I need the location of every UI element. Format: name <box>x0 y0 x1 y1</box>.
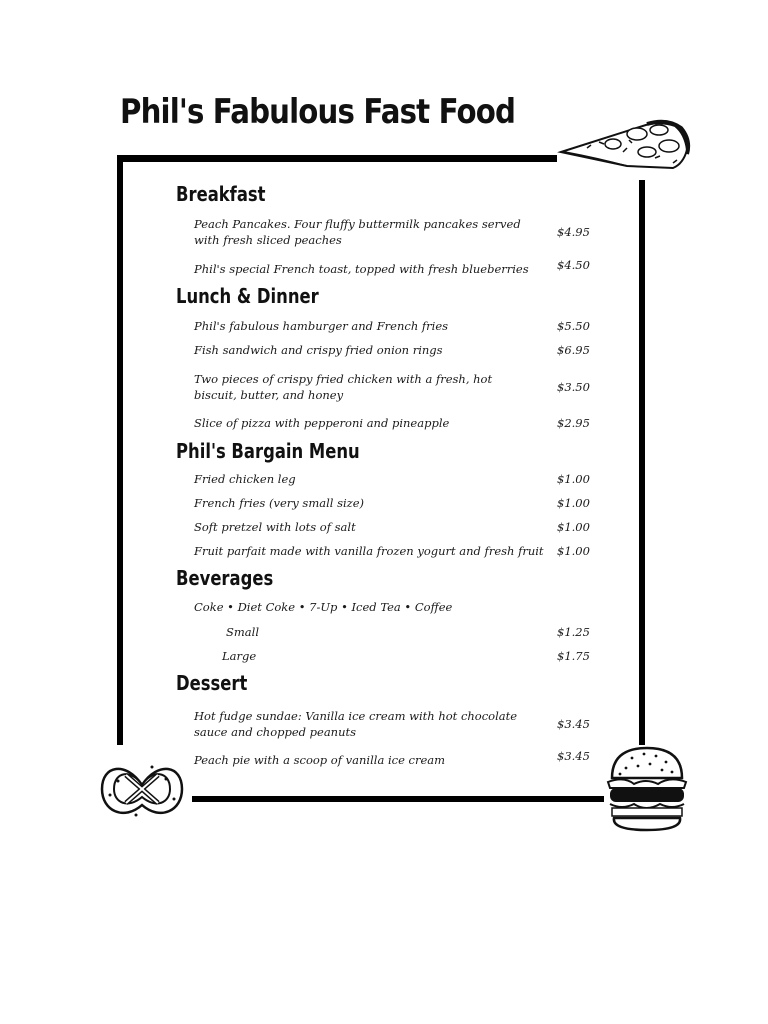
menu-item: Phil's special French toast, topped with fresh blueberries <box>194 262 529 276</box>
menu-item: Small <box>226 625 259 639</box>
menu-item: Peach Pancakes. Four fluffy buttermilk pancakes served with fresh sliced peaches <box>194 217 521 247</box>
menu-item-price: $1.00 <box>557 544 590 558</box>
frame-left-bar <box>117 155 123 745</box>
menu-item: French fries (very small size) <box>194 496 365 510</box>
menu-item: Hot fudge sundae: Vanilla ice cream with hot chocolate sauce and chopped peanuts <box>194 709 518 739</box>
menu-item: Two pieces of crispy fried chicken with a fresh, hot biscuit, butter, and honey <box>194 372 493 402</box>
hamburger-icon <box>604 742 690 836</box>
menu-item: Fish sandwich and crispy fried onion rings <box>194 343 443 357</box>
menu-item-price: $1.00 <box>557 472 590 486</box>
menu-item-price: $6.95 <box>557 343 590 357</box>
menu-item: Slice of pizza with pepperoni and pineapple <box>194 416 450 430</box>
menu-item-price: $1.25 <box>557 625 590 639</box>
pretzel-icon <box>96 755 188 827</box>
menu-item: Peach pie with a scoop of vanilla ice cream <box>194 753 446 767</box>
page-title: Phil's Fabulous Fast Food <box>120 92 516 132</box>
menu-item-price: $4.50 <box>557 258 590 272</box>
section-title-beverages: Beverages <box>176 566 274 590</box>
frame-right-bar <box>639 180 645 745</box>
menu-item-price: $1.00 <box>557 496 590 510</box>
menu-item-price: $3.45 <box>557 717 590 731</box>
menu-item-price: $1.00 <box>557 520 590 534</box>
menu-item-price: $1.75 <box>557 649 590 663</box>
menu-item: Large <box>222 649 257 663</box>
menu-item-price: $5.50 <box>557 319 590 333</box>
frame-bottom-bar <box>192 796 604 802</box>
section-title-dessert: Dessert <box>176 671 248 695</box>
section-title-lunch-dinner: Lunch & Dinner <box>176 284 319 308</box>
menu-item-price: $2.95 <box>557 416 590 430</box>
pizza-slice-icon <box>557 108 693 174</box>
section-title-bargain-menu: Phil's Bargain Menu <box>176 439 360 463</box>
menu-item: Fried chicken leg <box>194 472 296 486</box>
menu-item-price: $3.50 <box>557 380 590 394</box>
menu-item: Phil's fabulous hamburger and French fries <box>194 319 449 333</box>
menu-item: Fruit parfait made with vanilla frozen yogurt and fresh fruit <box>194 544 544 558</box>
menu-item: Coke • Diet Coke • 7-Up • Iced Tea • Coffee <box>194 600 453 614</box>
menu-item-price: $3.45 <box>557 749 590 763</box>
menu-item: Soft pretzel with lots of salt <box>194 520 356 534</box>
section-title-breakfast: Breakfast <box>176 182 266 206</box>
menu-item-price: $4.95 <box>557 225 590 239</box>
frame-top-bar <box>117 155 557 162</box>
